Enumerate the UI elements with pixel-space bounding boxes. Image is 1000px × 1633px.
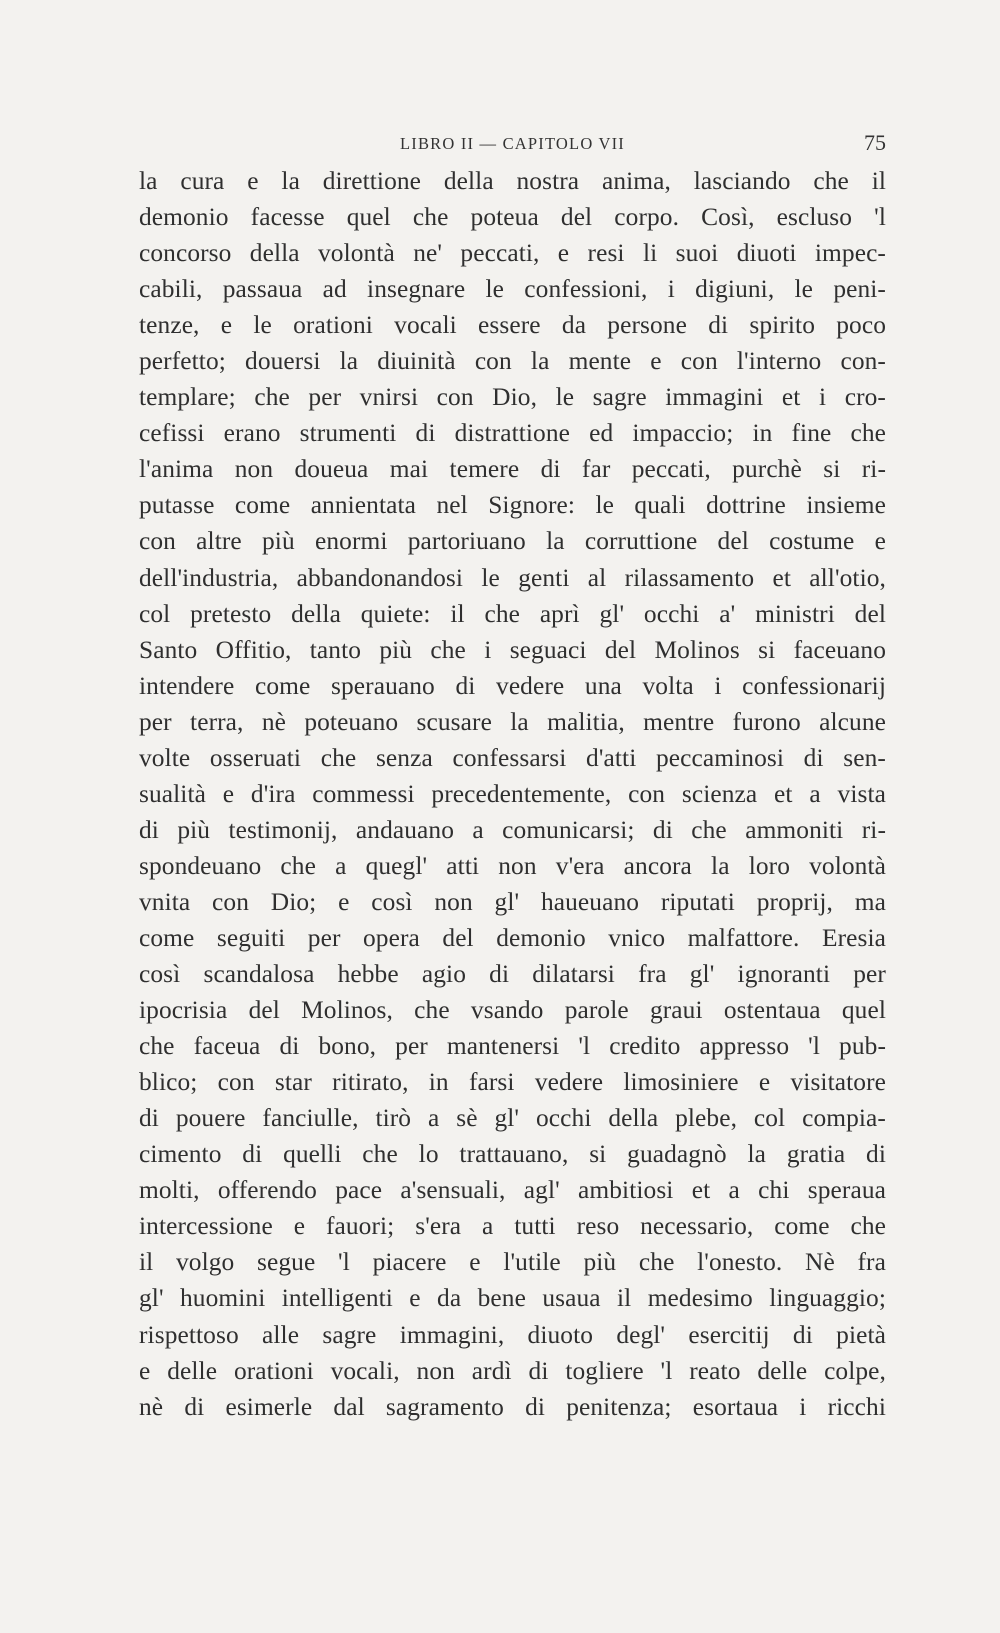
text-line: e delle orationi vocali, non ardì di togliere 'l reato delle colpe, bbox=[139, 1356, 886, 1385]
text-line: per terra, nè poteuano scusare la malitia, mentre furono alcune bbox=[139, 707, 886, 736]
text-line: intendere come sperauano di vedere una volta i confessionarij bbox=[139, 671, 886, 700]
text-line: così scandalosa hebbe agio di dilatarsi fra gl' ignoranti per bbox=[139, 960, 886, 989]
body-text bbox=[139, 163, 886, 1425]
text-line: tenze, e le orationi vocali essere da persone di spirito poco bbox=[139, 311, 886, 340]
text-line: la cura e la direttione della nostra anima, lasciando che il bbox=[139, 167, 886, 195]
text-line: col pretesto della quiete: il che aprì gl' occhi a' ministri del bbox=[139, 599, 886, 628]
text-line: che faceua di bono, per mantenersi 'l credito appresso 'l pub- bbox=[139, 1032, 886, 1061]
text-line: templare; che per vnirsi con Dio, le sagre immagini et i cro- bbox=[139, 383, 886, 412]
running-title: LIBRO II — CAPITOLO VII bbox=[400, 134, 625, 153]
text-line: l'anima non doueua mai temere di far peccati, purchè si ri- bbox=[139, 455, 886, 484]
text-line: cimento di quelli che lo trattauano, si guadagnò la gratia di bbox=[139, 1140, 886, 1169]
text-line: Santo Offitio, tanto più che i seguaci del Molinos si faceuano bbox=[139, 635, 886, 664]
text-line: perfetto; douersi la diuinità con la mente e con l'interno con- bbox=[139, 347, 886, 376]
text-line: blico; con star ritirato, in farsi vedere limosiniere e visitatore bbox=[139, 1068, 886, 1097]
text-line: volte osseruati che senza confessarsi d'atti peccaminosi di sen- bbox=[139, 743, 886, 772]
text-line: sualità e d'ira commessi precedentemente, con scienza et a vista bbox=[139, 779, 886, 808]
text-line: rispettoso alle sagre immagini, diuoto degl' esercitij di pietà bbox=[139, 1320, 886, 1349]
text-line: demonio facesse quel che poteua del corpo. Così, escluso 'l bbox=[139, 203, 886, 232]
text-line: nè di esimerle dal sagramento di penitenza; esortaua i ricchi bbox=[139, 1392, 886, 1421]
text-line: dell'industria, abbandonandosi le genti al rilassamento et all'otio, bbox=[139, 563, 886, 592]
text-line: ipocrisia del Molinos, che vsando parole graui ostentaua quel bbox=[139, 996, 886, 1025]
text-line: vnita con Dio; e così non gl' haueuano riputati proprij, ma bbox=[139, 887, 886, 916]
text-line: di più testimonij, andauano a comunicarsi; di che ammoniti ri- bbox=[139, 815, 886, 844]
text-line: cabili, passaua ad insegnare le confessioni, i digiuni, le peni- bbox=[139, 275, 886, 304]
page-number: 75 bbox=[864, 130, 886, 155]
text-line: concorso della volontà ne' peccati, e resi li suoi diuoti impec- bbox=[139, 239, 886, 268]
text-line: come seguiti per opera del demonio vnico malfattore. Eresia bbox=[139, 923, 886, 952]
text-line: molti, offerendo pace a'sensuali, agl' ambitiosi et a chi speraua bbox=[139, 1176, 886, 1205]
text-line: il volgo segue 'l piacere e l'utile più che l'onesto. Nè fra bbox=[139, 1248, 886, 1277]
text-line: intercessione e fauori; s'era a tutti reso necessario, come che bbox=[139, 1212, 886, 1241]
running-head bbox=[139, 130, 886, 160]
text-line: con altre più enormi partoriuano la corruttione del costume e bbox=[139, 527, 886, 556]
text-line: gl' huomini intelligenti e da bene usaua il medesimo linguaggio; bbox=[139, 1284, 886, 1313]
text-line: putasse come annientata nel Signore: le quali dottrine insieme bbox=[139, 491, 886, 520]
text-line: cefissi erano strumenti di distrattione ed impaccio; in fine che bbox=[139, 419, 886, 448]
text-line: spondeuano che a quegl' atti non v'era ancora la loro volontà bbox=[139, 851, 886, 880]
text-line: di pouere fanciulle, tirò a sè gl' occhi della plebe, col compia- bbox=[139, 1104, 886, 1133]
